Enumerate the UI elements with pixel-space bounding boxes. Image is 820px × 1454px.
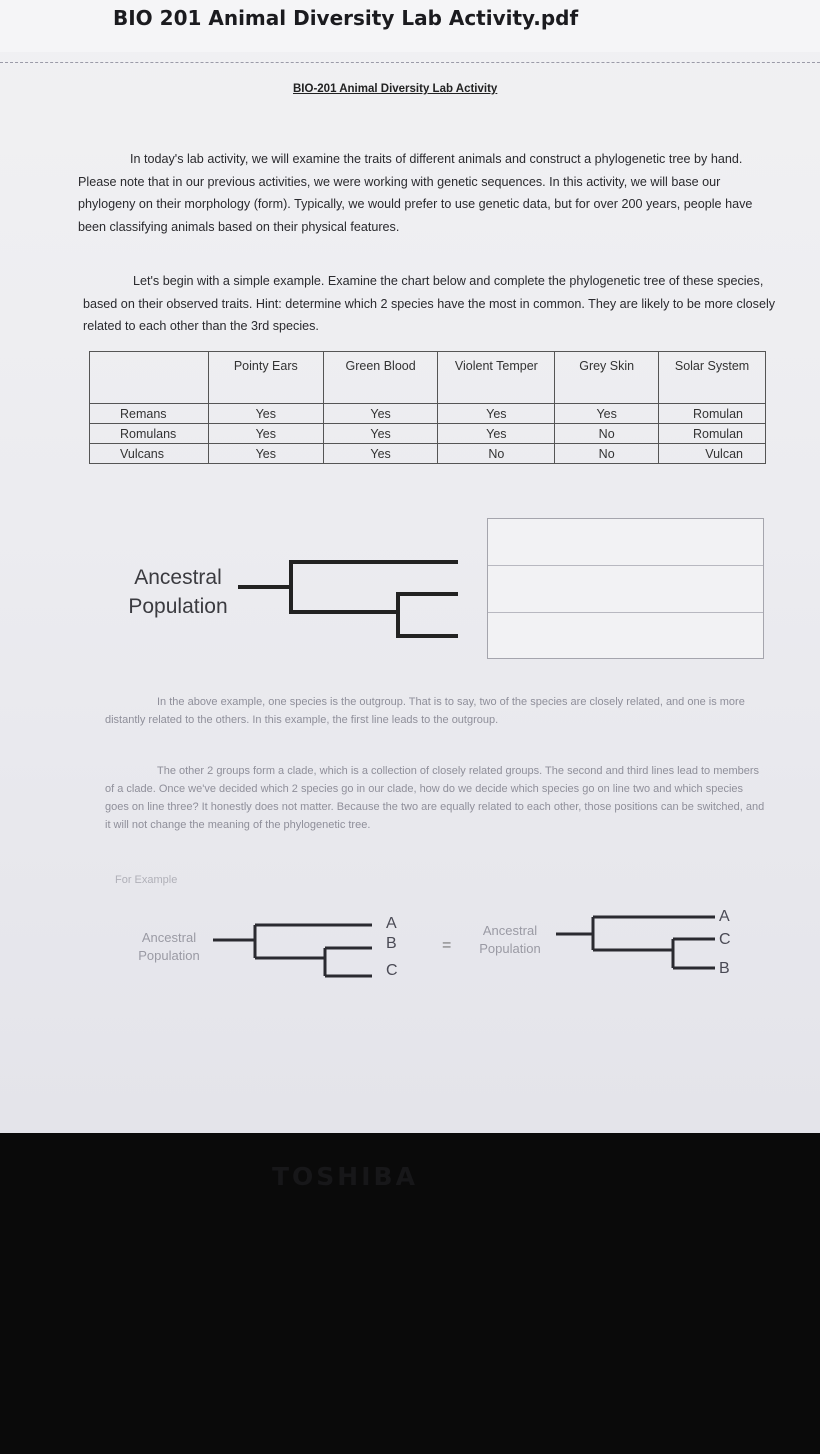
answer-line-3[interactable] — [488, 613, 763, 659]
intro-paragraph: In today's lab activity, we will examine the traits of different animals and construct a phylogenetic tree by hand. Please note that in our previous activities, we were working with genetic sequences. In this activity, we will base our phylogeny on their morphology (form). Typically, we would prefer to use genetic data, but for over 200 years, people have been classifying animals based on their physical features. — [78, 152, 753, 234]
table-cell: Vulcan — [659, 444, 766, 464]
table-cell: Yes — [438, 404, 555, 424]
table-header-cell: Grey Skin — [555, 352, 659, 404]
example-left-label: Ancestral Population — [138, 930, 200, 963]
table-header-cell — [90, 352, 209, 404]
species-cell: Romulans — [90, 424, 209, 444]
table-row — [90, 424, 766, 444]
example-tree-left — [210, 918, 380, 988]
table-header-cell: Green Blood — [323, 352, 438, 404]
clade-paragraph: The other 2 groups form a clade, which is a collection of closely related groups. The second and third lines lead to members of a clade. Once we've decided which 2 species go in our clade, how do we decide which species go on line two and which species goes on line three? It honestly does not matter. Because the two are equally related to each other, those positions can be switched, and it will not change the meaning of the phylogenetic tree. — [105, 765, 765, 831]
phylogenetic-tree-diagram — [236, 550, 466, 645]
table-header-row — [90, 352, 766, 404]
table-header-cell: Pointy Ears — [208, 352, 323, 404]
table-cell: Romulan — [659, 424, 766, 444]
leaf-label: A — [386, 915, 397, 932]
table-row — [90, 444, 766, 464]
ancestral-population-label: Ancestral Population — [128, 566, 228, 618]
outgroup-paragraph: In the above example, one species is the outgroup. That is to say, two of the species are closely related, and one is more distantly related to the others. In this example, the first line leads to the outgroup. — [105, 696, 745, 726]
table-header-cell: Violent Temper — [438, 352, 555, 404]
table-cell: Yes — [208, 404, 323, 424]
document-heading: BIO-201 Animal Diversity Lab Activity — [293, 83, 498, 95]
answer-box[interactable] — [487, 518, 764, 659]
species-cell: Remans — [90, 404, 209, 424]
leaf-label: B — [386, 935, 397, 952]
equals-sign: = — [442, 937, 452, 954]
table-cell: No — [555, 424, 659, 444]
leaf-label: C — [386, 962, 398, 979]
table-cell: No — [438, 444, 555, 464]
table-cell: No — [555, 444, 659, 464]
example-tree-right — [553, 908, 743, 980]
table-cell: Yes — [438, 424, 555, 444]
table-cell: Yes — [323, 444, 438, 464]
answer-line-1[interactable] — [488, 519, 763, 566]
answer-line-2[interactable] — [488, 566, 763, 613]
table-header-cell: Solar System — [659, 352, 766, 404]
monitor-brand-logo: TOSHIBA — [272, 1162, 418, 1191]
table-row — [90, 404, 766, 424]
table-cell: Yes — [555, 404, 659, 424]
table-cell: Romulan — [659, 404, 766, 424]
leaf-label: C — [719, 931, 731, 948]
traits-table — [89, 351, 766, 464]
table-cell: Yes — [323, 424, 438, 444]
example-label: For Example — [115, 874, 178, 886]
file-title: BIO 201 Animal Diversity Lab Activity.pdf — [113, 6, 579, 30]
table-cell: Yes — [208, 424, 323, 444]
page-divider — [0, 62, 820, 63]
leaf-label: B — [719, 960, 730, 977]
table-cell: Yes — [208, 444, 323, 464]
species-cell: Vulcans — [90, 444, 209, 464]
table-cell: Yes — [323, 404, 438, 424]
leaf-label: A — [719, 908, 730, 925]
example-right-label: Ancestral Population — [479, 923, 541, 956]
instructions-paragraph: Let's begin with a simple example. Examine the chart below and complete the phylogenetic tree of these species, based on their observed traits. Hint: determine which 2 species have the most in common. They are likely to be more closely related to each other than the 3rd species. — [83, 274, 776, 333]
window-title-bar — [0, 0, 820, 52]
